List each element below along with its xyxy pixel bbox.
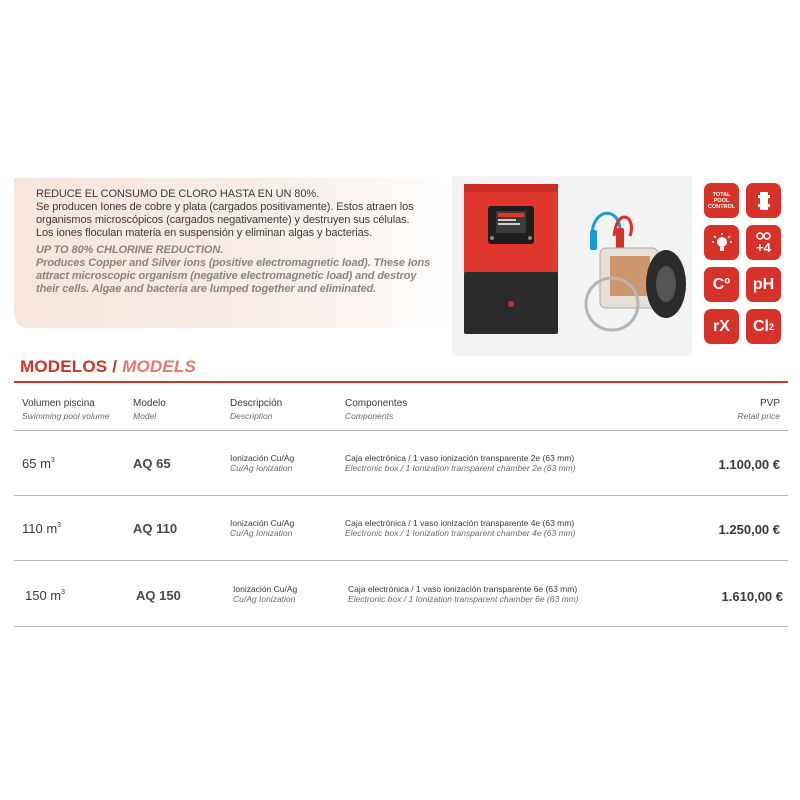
icon-text-line: POOL — [713, 197, 730, 204]
intro-es-line: Se producen Iones de cobre y plata (cargados positivamente). Estos atraen los — [36, 201, 414, 213]
row-model: AQ 65 — [133, 456, 171, 471]
row-description — [233, 584, 297, 604]
row-volume-unit: 3 — [57, 522, 62, 529]
total-pool-control-icon — [704, 183, 739, 218]
row-description-es: Ionización Cu/Ag — [230, 453, 295, 463]
header-divider — [14, 430, 788, 431]
section-title — [20, 357, 196, 377]
header-components-en: Components — [345, 411, 394, 421]
intro-es-line: organismos microscópicos (cargados negativamente) y destruyen sus células. — [36, 214, 410, 226]
title-divider — [14, 381, 788, 383]
header-model-es: Modelo — [133, 398, 166, 409]
intro-text-en — [36, 244, 440, 296]
plus4-icon — [746, 225, 781, 260]
row-volume-value: 110 m — [22, 521, 58, 536]
icon-text-line: TOTAL — [712, 191, 731, 198]
row-description — [230, 518, 294, 538]
intro-text-es — [36, 188, 440, 240]
plus4-label: +4 — [756, 239, 771, 255]
row-components-es: Caja electrónica / 1 vaso ionización transparente 6e (63 mm) — [348, 584, 578, 594]
header-description — [230, 398, 282, 422]
intro-en-line: their cells. Algae and bacteria are lumped together and eliminated. — [36, 283, 377, 295]
header-volume-en: Swimming pool volume — [22, 411, 110, 421]
row-description-en: Cu/Ag Ionization — [230, 463, 293, 473]
header-volume-es: Volumen piscina — [22, 398, 95, 409]
row-components-es: Caja electrónica / 1 vaso ionización transparente 4e (63 mm) — [345, 518, 575, 528]
header-components — [345, 398, 407, 422]
row-components-en: Electronic box / 1 Ionization transparent chamber 2e (63 mm) — [345, 463, 576, 473]
intro-es-line: Los iones floculan materia en suspensión y eliminan algas y bacterias. — [36, 227, 373, 239]
row-divider — [14, 495, 788, 496]
row-volume-unit: 3 — [50, 457, 55, 464]
row-model: AQ 110 — [133, 521, 178, 536]
row-description-es: Ionización Cu/Ag — [230, 518, 295, 528]
row-description-en: Cu/Ag Ionization — [233, 594, 296, 604]
header-price — [680, 398, 780, 422]
row-components — [345, 518, 576, 538]
redox-icon — [704, 309, 739, 344]
cell-icon — [746, 183, 781, 218]
intro-en-line: attract microscopic organism (negative electromagnetic load) and destroy — [36, 270, 417, 282]
row-price: 1.100,00 € — [718, 457, 780, 472]
row-components-en: Electronic box / 1 Ionization transparent chamber 6e (63 mm) — [348, 594, 579, 604]
row-volume-value: 150 m — [25, 588, 62, 603]
section-title-es: MODELOS / — [20, 357, 123, 376]
chlorine-subscript: 2 — [768, 321, 774, 332]
temperature-label: Cº — [712, 275, 731, 293]
intro-es-line: REDUCE EL CONSUMO DE CLORO HASTA EN UN 80%. — [36, 188, 319, 200]
header-price-es: PVP — [759, 398, 780, 409]
product-image — [452, 176, 692, 356]
intro-panel — [14, 178, 450, 328]
row-divider — [14, 560, 788, 561]
header-description-es: Descripción — [230, 398, 283, 409]
header-price-en: Retail price — [737, 411, 780, 421]
section-title-en: MODELS — [122, 357, 197, 376]
row-description — [230, 453, 294, 473]
chlorine-label: Cl — [752, 317, 769, 335]
row-volume-value: 65 m — [22, 456, 51, 471]
row-model: AQ 150 — [136, 588, 181, 603]
icon-text-line: CONTROL — [707, 203, 736, 210]
header-model-en: Model — [133, 411, 157, 421]
intro-en-line: UP TO 80% CHLORINE REDUCTION. — [36, 244, 224, 256]
row-components — [348, 584, 579, 604]
row-volume — [25, 588, 65, 603]
chlorine-icon — [746, 309, 781, 344]
row-volume — [22, 521, 61, 536]
ph-label: pH — [752, 275, 775, 293]
row-components-en: Electronic box / 1 Ionization transparent chamber 4e (63 mm) — [345, 528, 576, 538]
header-components-es: Componentes — [345, 398, 408, 409]
row-components — [345, 453, 576, 473]
ph-icon — [746, 267, 781, 302]
intro-en-line: Produces Copper and Silver ions (positive electromagnetic load). These Ions — [36, 257, 431, 269]
row-description-es: Ionización Cu/Ag — [233, 584, 298, 594]
row-price: 1.250,00 € — [718, 522, 780, 537]
redox-label: rX — [713, 317, 730, 335]
temperature-icon — [704, 267, 739, 302]
header-description-en: Description — [230, 411, 273, 421]
header-model — [133, 398, 166, 422]
row-divider — [14, 626, 788, 627]
header-volume — [22, 398, 109, 422]
row-description-en: Cu/Ag Ionization — [230, 528, 293, 538]
row-volume — [22, 456, 55, 471]
row-volume-unit: 3 — [61, 589, 66, 596]
light-icon — [704, 225, 739, 260]
row-components-es: Caja electrónica / 1 vaso ionización transparente 2e (63 mm) — [345, 453, 575, 463]
row-price: 1.610,00 € — [721, 589, 783, 604]
